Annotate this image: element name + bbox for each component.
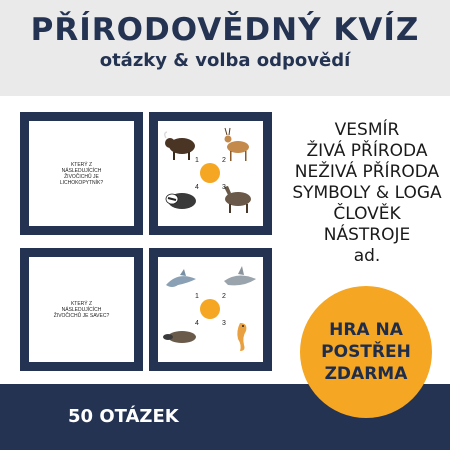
- question-text-1: KTERÝ Z NÁSLEDUJÍCÍCH ŽIVOČICHŮ JE LICHOKOPYTNÍK?: [59, 161, 104, 186]
- topic-item: NÁSTROJE: [323, 225, 411, 245]
- badge-line: ZDARMA: [324, 364, 408, 384]
- option-number: 1: [195, 293, 199, 300]
- platypus-icon: [163, 331, 196, 343]
- option-number: 4: [195, 184, 199, 191]
- answer-card-2: [149, 248, 272, 371]
- badge-line: POSTŘEH: [321, 342, 411, 362]
- question-count: 50 OTÁZEK: [68, 406, 179, 427]
- option-number: 4: [195, 320, 199, 327]
- page-title: PŘÍRODOVĚDNÝ KVÍZ: [30, 12, 420, 48]
- free-game-badge: [300, 286, 432, 418]
- question-card-1: [20, 112, 143, 235]
- center-dot: [200, 163, 220, 183]
- topic-item: ČLOVĚK: [333, 204, 401, 224]
- topic-item: ŽIVÁ PŘÍRODA: [306, 141, 428, 161]
- question-card-2: [20, 248, 143, 371]
- topic-item: SYMBOLY & LOGA: [292, 183, 442, 203]
- answer-card-1: [149, 112, 272, 235]
- topic-item: NEŽIVÁ PŘÍRODA: [294, 162, 440, 182]
- answer-illustration-2: [158, 257, 263, 362]
- topics-list: [282, 120, 450, 267]
- dolphin-icon: [166, 269, 196, 287]
- topic-item: ad.: [353, 246, 381, 266]
- ox-icon: [165, 132, 195, 160]
- badger-icon: [166, 193, 196, 209]
- answer-illustration-1: [158, 121, 263, 226]
- option-number: 3: [222, 320, 226, 327]
- center-dot: [200, 299, 220, 319]
- page-subtitle: otázky & volba odpovědí: [99, 50, 351, 71]
- shark-icon: [224, 266, 256, 285]
- topic-item: VESMÍR: [334, 120, 400, 140]
- option-number: 2: [222, 293, 226, 300]
- question-text-2: KTERÝ Z NÁSLEDUJÍCÍCH ŽIVOČICHŮ JE SAVEC?: [53, 300, 110, 319]
- horse-icon: [224, 186, 251, 213]
- badge-line: HRA NA: [329, 320, 403, 340]
- option-number: 2: [222, 157, 226, 164]
- option-number: 1: [195, 157, 199, 164]
- seahorse-icon: [237, 323, 246, 351]
- option-number: 3: [222, 184, 226, 191]
- antelope-icon: [225, 128, 250, 161]
